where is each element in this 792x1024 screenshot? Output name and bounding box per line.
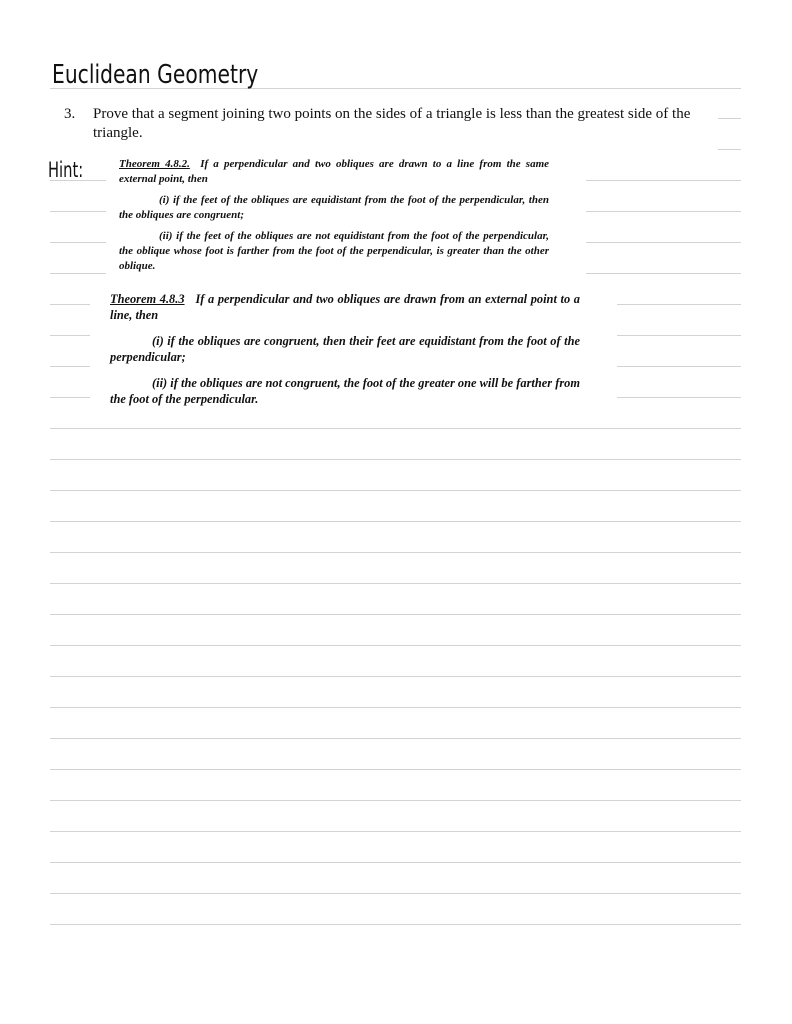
problem-number: 3.: [64, 106, 76, 122]
page-title: Euclidean Geometry: [52, 60, 259, 90]
theorem-4-8-3: [110, 291, 580, 407]
ruled-line: [50, 366, 90, 367]
ruled-line: [50, 242, 106, 243]
ruled-line: [586, 273, 741, 274]
theorem-clause-ii: (ii) if the feet of the obliques are not equidistant from the foot of the perpendicular, the oblique whose foot is farther from the foot of the perpendicular, is greater than the other oblique.: [119, 230, 549, 272]
ruled-line: [50, 614, 741, 615]
ruled-line: [50, 769, 741, 770]
theorem-ref: Theorem 4.8.2.: [119, 158, 190, 170]
ruled-line: [617, 304, 741, 305]
ruled-line: [50, 583, 741, 584]
ruled-line: [50, 552, 741, 553]
ruled-line: [50, 521, 741, 522]
hint-label: Hint:: [48, 158, 84, 182]
ruled-line: [50, 800, 741, 801]
ruled-line: [50, 397, 90, 398]
theorem-4-8-2: [119, 157, 549, 273]
problem-statement: [64, 105, 704, 143]
ruled-line: [50, 707, 741, 708]
ruled-line: [617, 335, 741, 336]
ruled-line: [50, 738, 741, 739]
ruled-line: [50, 645, 741, 646]
theorem-clause-i: (i) if the obliques are congruent, then their feet are equidistant from the foot of the perpendicular;: [110, 333, 580, 365]
ruled-line: [50, 304, 90, 305]
ruled-line: [50, 862, 741, 863]
ruled-line: [50, 211, 106, 212]
theorem-clause-ii: (ii) if the obliques are not congruent, the foot of the greater one will be farther from the foot of the perpendicular.: [110, 375, 580, 407]
ruled-line: [586, 242, 741, 243]
ruled-line: [50, 924, 741, 925]
theorem-statement: If a perpendicular and two obliques are drawn from an external point to a line, then: [110, 292, 580, 323]
ruled-line: [50, 335, 90, 336]
ruled-line: [50, 459, 741, 460]
problem-text: Prove that a segment joining two points on the sides of a triangle is less than the greatest side of the triangle.: [93, 106, 691, 141]
ruled-line: [50, 490, 741, 491]
ruled-line: [50, 893, 741, 894]
ruled-line: [617, 397, 741, 398]
ruled-line: [50, 428, 741, 429]
ruled-line: [718, 118, 741, 119]
theorem-ref: Theorem 4.8.3: [110, 292, 185, 306]
theorem-statement: If a perpendicular and two obliques are drawn to a line from the same external point, then: [119, 158, 550, 185]
ruled-line: [586, 211, 741, 212]
ruled-line: [50, 831, 741, 832]
ruled-line: [617, 366, 741, 367]
ruled-line: [50, 273, 106, 274]
ruled-line: [718, 149, 741, 150]
ruled-line: [586, 180, 741, 181]
ruled-line: [50, 676, 741, 677]
theorem-clause-i: (i) if the feet of the obliques are equidistant from the foot of the perpendicular, then the obliques are congruent;: [119, 194, 549, 221]
